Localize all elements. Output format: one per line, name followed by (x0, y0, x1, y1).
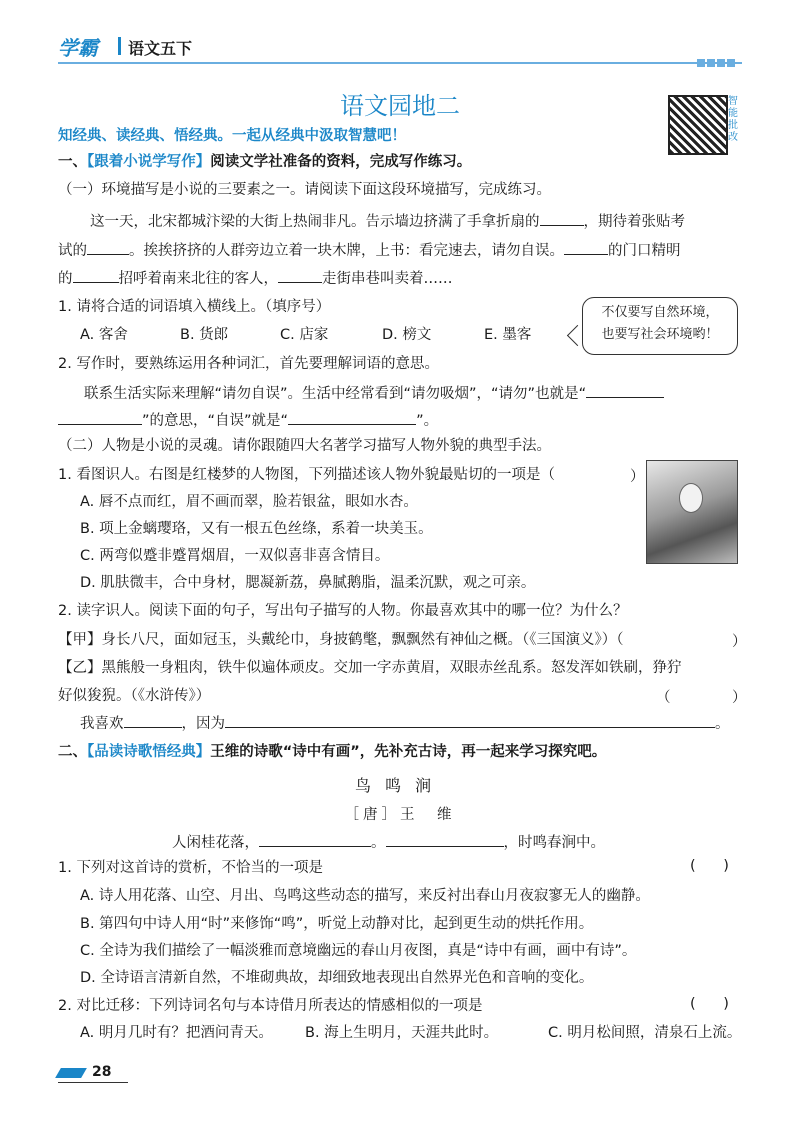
answer-blank[interactable] (278, 268, 322, 283)
answer-paren[interactable]: ( ) (690, 996, 729, 1012)
q2-line-2: ”的意思，“自误”就是“ ”。 (58, 410, 438, 431)
answer-blank[interactable] (288, 410, 416, 425)
section1-number: 一、 (58, 154, 87, 170)
part2-heading: （二）人物是小说的灵魂。请你跟随四大名著学习描写人物外貌的典型手法。 (58, 438, 551, 454)
section2-tag: 【品读诗歌悟经典】 (87, 744, 211, 760)
section1-text: 阅读文学社准备的资料，完成写作练习。 (210, 154, 472, 170)
page-number: 28 (92, 1064, 112, 1080)
option-A[interactable]: A. 客舍 (80, 327, 128, 343)
header-rule (58, 62, 742, 64)
passage-line-1: 这一天，北宋都城汴梁的大街上热闹非凡。告示墙边挤满了手拿折扇的 ，期待着张贴考 (90, 211, 685, 232)
portrait-option-A[interactable]: A. 唇不点而红，眉不画而翠，脸若银盆，眼如水杏。 (80, 494, 418, 510)
unit-title: 语文园地二 (340, 92, 460, 120)
character-portrait-image (646, 460, 738, 564)
poem-title: 鸟鸣涧 (354, 776, 445, 795)
footer-mark (55, 1068, 87, 1078)
subject-label: 语文五下 (128, 39, 193, 58)
option-C[interactable]: C. 店家 (280, 327, 329, 343)
portrait-option-C[interactable]: C. 两弯似蹙非蹙罥烟眉，一双似喜非喜含情目。 (80, 548, 390, 564)
brand-logo: 学霸 (58, 36, 98, 60)
footer-rule (58, 1082, 128, 1083)
answer-blank[interactable] (58, 410, 142, 425)
option-E[interactable]: E. 墨客 (484, 327, 532, 343)
appreciation-option-C[interactable]: C. 全诗为我们描绘了一幅淡雅而意境幽远的春山月夜图，真是“诗中有画，画中有诗”。 (80, 943, 637, 959)
portrait-option-B[interactable]: B. 项上金螭璎珞，又有一根五色丝绦，系着一块美玉。 (80, 521, 433, 537)
intro-text: 知经典、读经典、悟经典。一起从经典中汲取智慧吧！ (58, 128, 406, 144)
answer-blank[interactable] (124, 713, 182, 728)
favorite-line: 我喜欢 ，因为 。 (80, 713, 730, 734)
q2-line-1: 联系生活实际来理解“请勿自误”。生活中经常看到“请勿吸烟”，“请勿”也就是“ (84, 383, 664, 404)
answer-blank[interactable] (87, 240, 129, 255)
answer-blank[interactable] (73, 268, 119, 283)
question-1-1: 1. 请将合适的词语填入横线上。（填序号） (58, 299, 331, 315)
answer-paren[interactable]: ( ) (690, 858, 729, 874)
appreciation-option-D[interactable]: D. 全诗语言清新自然，不堆砌典故，却细致地表现出自然界光色和音响的变化。 (80, 970, 594, 986)
answer-blank[interactable] (586, 383, 664, 398)
answer-blank[interactable] (259, 832, 371, 847)
question-s2-1: 1. 下列对这首诗的赏析，不恰当的一项是 (58, 860, 323, 876)
answer-paren-open[interactable]: （ (656, 690, 671, 706)
sentence-jia: 【甲】身长八尺，面如冠玉，头戴纶巾，身披鹤氅，飘飘然有神仙之概。（《三国演义》）（ (58, 632, 624, 648)
qr-code-icon[interactable] (668, 95, 728, 155)
section2-text: 王维的诗歌“诗中有画”，先补充古诗，再一起来学习探究吧。 (210, 744, 607, 760)
passage-line-2: 试的 。挨挨挤挤的人群旁边立着一块木牌，上书：看完速去，请勿自误。 的门口精明 (58, 240, 681, 261)
question-2-2: 2. 读字识人。阅读下面的句子，写出句子描写的人物。你最喜欢其中的哪一位？为什么？ (58, 603, 628, 619)
sentence-yi-line1: 【乙】黑熊般一身粗肉，铁牛似遍体顽皮。交加一字赤黄眉，双眼赤丝乱系。怒发浑如铁刷，狰狞 (58, 660, 682, 676)
section2-heading (58, 742, 606, 762)
answer-blank[interactable] (540, 211, 584, 226)
header-divider (118, 37, 121, 55)
appreciation-option-A[interactable]: A. 诗人用花落、山空、月出、鸟鸣这些动态的描写，来反衬出春山月夜寂寥无人的幽静。 (80, 888, 650, 904)
verse-option-A[interactable]: A. 明月几时有？把酒问青天。 (80, 1025, 273, 1041)
poem-lines: 人闲桂花落， 。 ，时鸣春涧中。 (172, 832, 605, 853)
poem-author: ［唐］王 维 (344, 807, 456, 823)
question-2-1: 1. 看图识人。右图是红楼梦的人物图，下列描述该人物外貌最贴切的一项是（ (58, 467, 555, 483)
section1-tag: 【跟着小说学写作】 (87, 154, 211, 170)
portrait-option-D[interactable]: D. 肌肤微丰，合中身材，腮凝新荔，鼻腻鹅脂，温柔沉默，观之可亲。 (80, 575, 536, 591)
answer-paren-close[interactable]: ） (630, 469, 645, 485)
verse-option-C[interactable]: C. 明月松间照，清泉石上流。 (548, 1025, 742, 1041)
answer-blank[interactable] (564, 240, 608, 255)
section1-heading (58, 152, 471, 172)
option-B[interactable]: B. 货郎 (180, 327, 229, 343)
verse-option-B[interactable]: B. 海上生明月，天涯共此时。 (305, 1025, 499, 1041)
sentence-yi-line2: 好似狻猊。（《水浒传》） (58, 688, 211, 704)
part1-heading: （一）环境描写是小说的三要素之一。请阅读下面这段环境描写，完成练习。 (58, 182, 551, 198)
appreciation-option-B[interactable]: B. 第四句中诗人用“时”来修饰“鸣”，听觉上动静对比，起到更生动的烘托作用。 (80, 916, 594, 932)
question-s2-2: 2. 对比迁移：下列诗词名句与本诗借月所表达的情感相似的一项是 (58, 998, 483, 1014)
tip-speech-bubble: 不仅要写自然环境， 也要写社会环境哟！ (582, 297, 738, 355)
option-D[interactable]: D. 榜文 (382, 327, 432, 343)
header-decoration (697, 52, 737, 71)
answer-paren-close[interactable]: ） (732, 634, 747, 650)
answer-blank[interactable] (225, 713, 715, 728)
question-1-2: 2. 写作时，要熟练运用各种词汇，首先要理解词语的意思。 (58, 356, 439, 372)
section2-number: 二、 (58, 744, 87, 760)
answer-blank[interactable] (386, 832, 504, 847)
passage-line-3: 的 招呼着南来北往的客人， 走街串巷叫卖着…… (58, 268, 453, 289)
answer-paren-close[interactable]: ） (732, 690, 747, 706)
qr-label: 智能批改 (728, 96, 738, 143)
